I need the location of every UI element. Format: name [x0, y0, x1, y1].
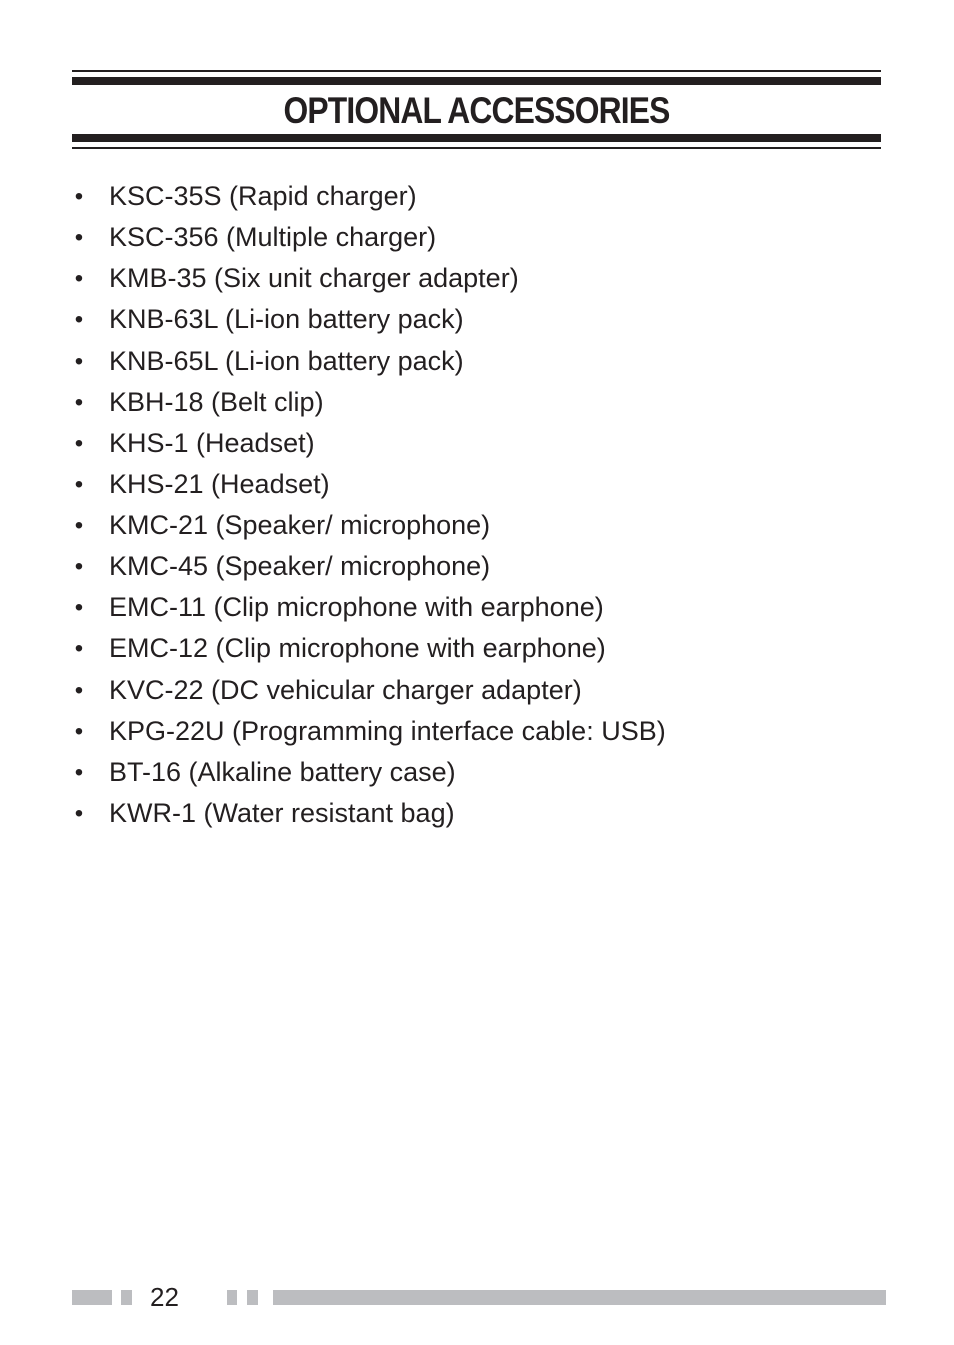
list-item-label: KPG-22U (Programming interface cable: USB)	[109, 715, 666, 746]
list-item-label: KVC-22 (DC vehicular charger adapter)	[109, 674, 582, 705]
bullet-icon: •	[74, 306, 84, 334]
list-item-label: KMC-45 (Speaker/ microphone)	[109, 551, 491, 582]
header-rule-thick-bottom	[72, 134, 881, 142]
footer-bar-segment	[247, 1290, 258, 1305]
footer-bar-segment	[227, 1290, 237, 1305]
bullet-icon: •	[74, 224, 84, 252]
list-item-label: KMC-21 (Speaker/ microphone)	[109, 510, 491, 540]
bullet-icon: •	[74, 635, 84, 663]
bullet-icon: •	[74, 758, 84, 786]
bullet-icon: •	[74, 429, 84, 457]
list-item-label: KNB-65L (Li-ion battery pack)	[109, 345, 464, 376]
bullet-icon: •	[74, 183, 84, 210]
bullet-icon: •	[74, 470, 84, 498]
header-rule-thin-top	[72, 70, 881, 72]
footer-bar-segment	[273, 1290, 886, 1305]
bullet-icon: •	[74, 717, 84, 745]
footer-bar-segment	[72, 1290, 112, 1305]
bullet-icon: •	[74, 553, 84, 581]
bullet-icon: •	[74, 347, 84, 375]
list-item-label: KNB-63L (Li-ion battery pack)	[109, 304, 464, 335]
page-number: 22	[150, 1282, 179, 1312]
list-item-label: BT-16 (Alkaline battery case)	[109, 756, 456, 787]
header-rule-thick-top	[72, 77, 881, 85]
list-item-label: EMC-12 (Clip microphone with earphone)	[109, 633, 606, 664]
bullet-icon: •	[74, 799, 84, 827]
list-item-label: KSC-35S (Rapid charger)	[109, 181, 417, 211]
list-item-label: KWR-1 (Water resistant bag)	[109, 797, 455, 828]
bullet-icon: •	[74, 594, 84, 622]
bullet-icon: •	[74, 388, 84, 416]
footer-bar-segment	[121, 1290, 132, 1305]
list-item-label: EMC-11 (Clip microphone with earphone)	[109, 592, 604, 623]
bullet-icon: •	[74, 676, 84, 704]
bullet-icon: •	[74, 265, 84, 293]
list-item-label: KBH-18 (Belt clip)	[109, 386, 324, 417]
page-title: OPTIONAL ACCESSORIES	[283, 90, 670, 131]
header-rule-thin-bottom	[72, 147, 881, 149]
list-item-label: KSC-356 (Multiple charger)	[109, 222, 437, 253]
list-item-label: KMB-35 (Six unit charger adapter)	[109, 263, 519, 294]
list-item-label: KHS-1 (Headset)	[109, 427, 315, 458]
list-item-label: KHS-21 (Headset)	[109, 468, 330, 499]
bullet-icon: •	[74, 512, 84, 539]
